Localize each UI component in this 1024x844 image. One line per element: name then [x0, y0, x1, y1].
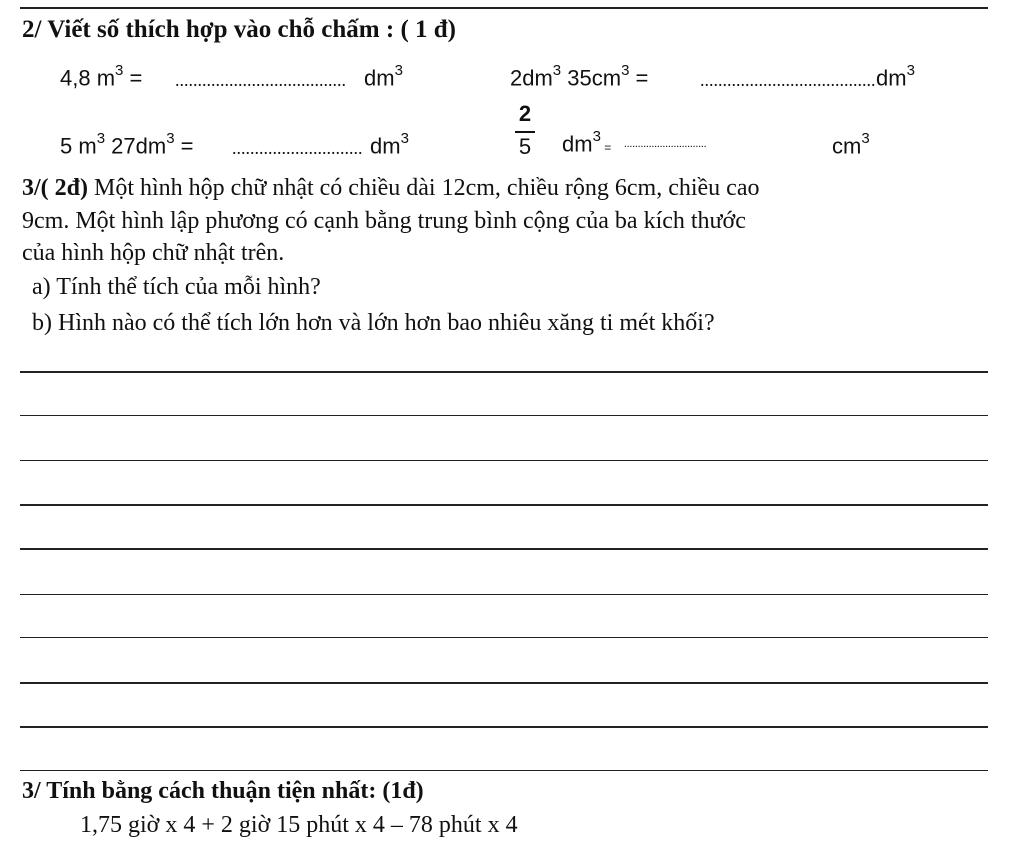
equals-sign: = — [174, 133, 194, 159]
exercise-row2-right — [562, 130, 611, 157]
exercise-row1-left — [60, 64, 142, 91]
question-3a: a) Tính thể tích của mỗi hình? — [32, 274, 321, 300]
answer-line[interactable] — [20, 548, 988, 550]
lhs-part-b: 27dm — [105, 133, 167, 159]
answer-line[interactable] — [20, 371, 988, 373]
exponent: 3 — [592, 128, 601, 145]
lhs-part-a: 5 m — [60, 133, 97, 159]
answer-line[interactable] — [20, 460, 988, 461]
target-unit — [370, 132, 409, 159]
equals-sign: = — [600, 140, 612, 155]
exponent: 3 — [552, 62, 562, 79]
answer-blank[interactable]: .............................. — [624, 138, 707, 150]
exponent: 3 — [115, 62, 124, 79]
question-4-title: 3/ Tính bằng cách thuận tiện nhất: (1đ) — [22, 778, 424, 804]
question-4-expression: 1,75 giờ x 4 + 2 giờ 15 phút x 4 – 78 phút x 4 — [80, 812, 518, 838]
unit-label: dm — [370, 133, 401, 159]
exponent: 3 — [906, 62, 915, 79]
question-3-label: 3/( 2đ) — [22, 175, 88, 201]
exponent: 3 — [861, 130, 870, 147]
question-3-line1 — [22, 175, 759, 202]
equals-sign: = — [629, 65, 649, 91]
answer-blank[interactable]: ....................................... — [700, 70, 876, 90]
answer-blank[interactable]: ............................. — [232, 138, 363, 158]
question-3-line3: của hình hộp chữ nhật trên. — [22, 240, 285, 266]
target-unit — [876, 64, 915, 91]
lhs-part-b: 35cm — [561, 65, 622, 91]
answer-line[interactable] — [20, 637, 988, 638]
exponent: 3 — [166, 130, 175, 147]
question-2-title: 2/ Viết số thích hợp vào chỗ chấm : ( 1 đ) — [22, 16, 456, 43]
equals-sign: = — [123, 65, 143, 91]
unit-a: dm — [562, 131, 593, 157]
exponent: 3 — [394, 62, 403, 79]
exercise-row2-left — [60, 132, 194, 159]
answer-line[interactable] — [20, 726, 988, 728]
exponent: 3 — [621, 62, 630, 79]
target-unit — [364, 64, 403, 91]
question-3-text: Một hình hộp chữ nhật có chiều dài 12cm, chiều rộng 6cm, chiều cao — [88, 175, 760, 201]
answer-line[interactable] — [20, 682, 988, 684]
lhs-part-a: 2dm — [510, 65, 553, 91]
fraction-denominator: 5 — [518, 134, 532, 159]
fraction-numerator: 2 — [518, 101, 532, 126]
exponent: 3 — [400, 130, 409, 147]
answer-blank[interactable]: ...................................... — [175, 70, 346, 90]
unit-label: dm — [876, 65, 907, 91]
answer-line[interactable] — [20, 770, 988, 771]
answer-line[interactable] — [20, 415, 988, 416]
answer-line[interactable] — [20, 594, 988, 595]
exponent: 3 — [96, 130, 106, 147]
unit-label: dm — [364, 65, 395, 91]
answer-line[interactable] — [20, 504, 988, 506]
fraction-bar — [515, 131, 535, 133]
target-unit — [832, 132, 870, 159]
question-3-line2: 9cm. Một hình lập phương có cạnh bằng trung bình cộng của ba kích thước — [22, 208, 746, 234]
lhs-value: 4,8 m — [60, 65, 116, 91]
unit-label: cm — [832, 133, 862, 159]
question-3b: b) Hình nào có thể tích lớn hơn và lớn hơn bao nhiêu xăng ti mét khối? — [32, 310, 715, 336]
exercise-row1-right — [510, 64, 648, 91]
top-rule — [20, 7, 988, 9]
